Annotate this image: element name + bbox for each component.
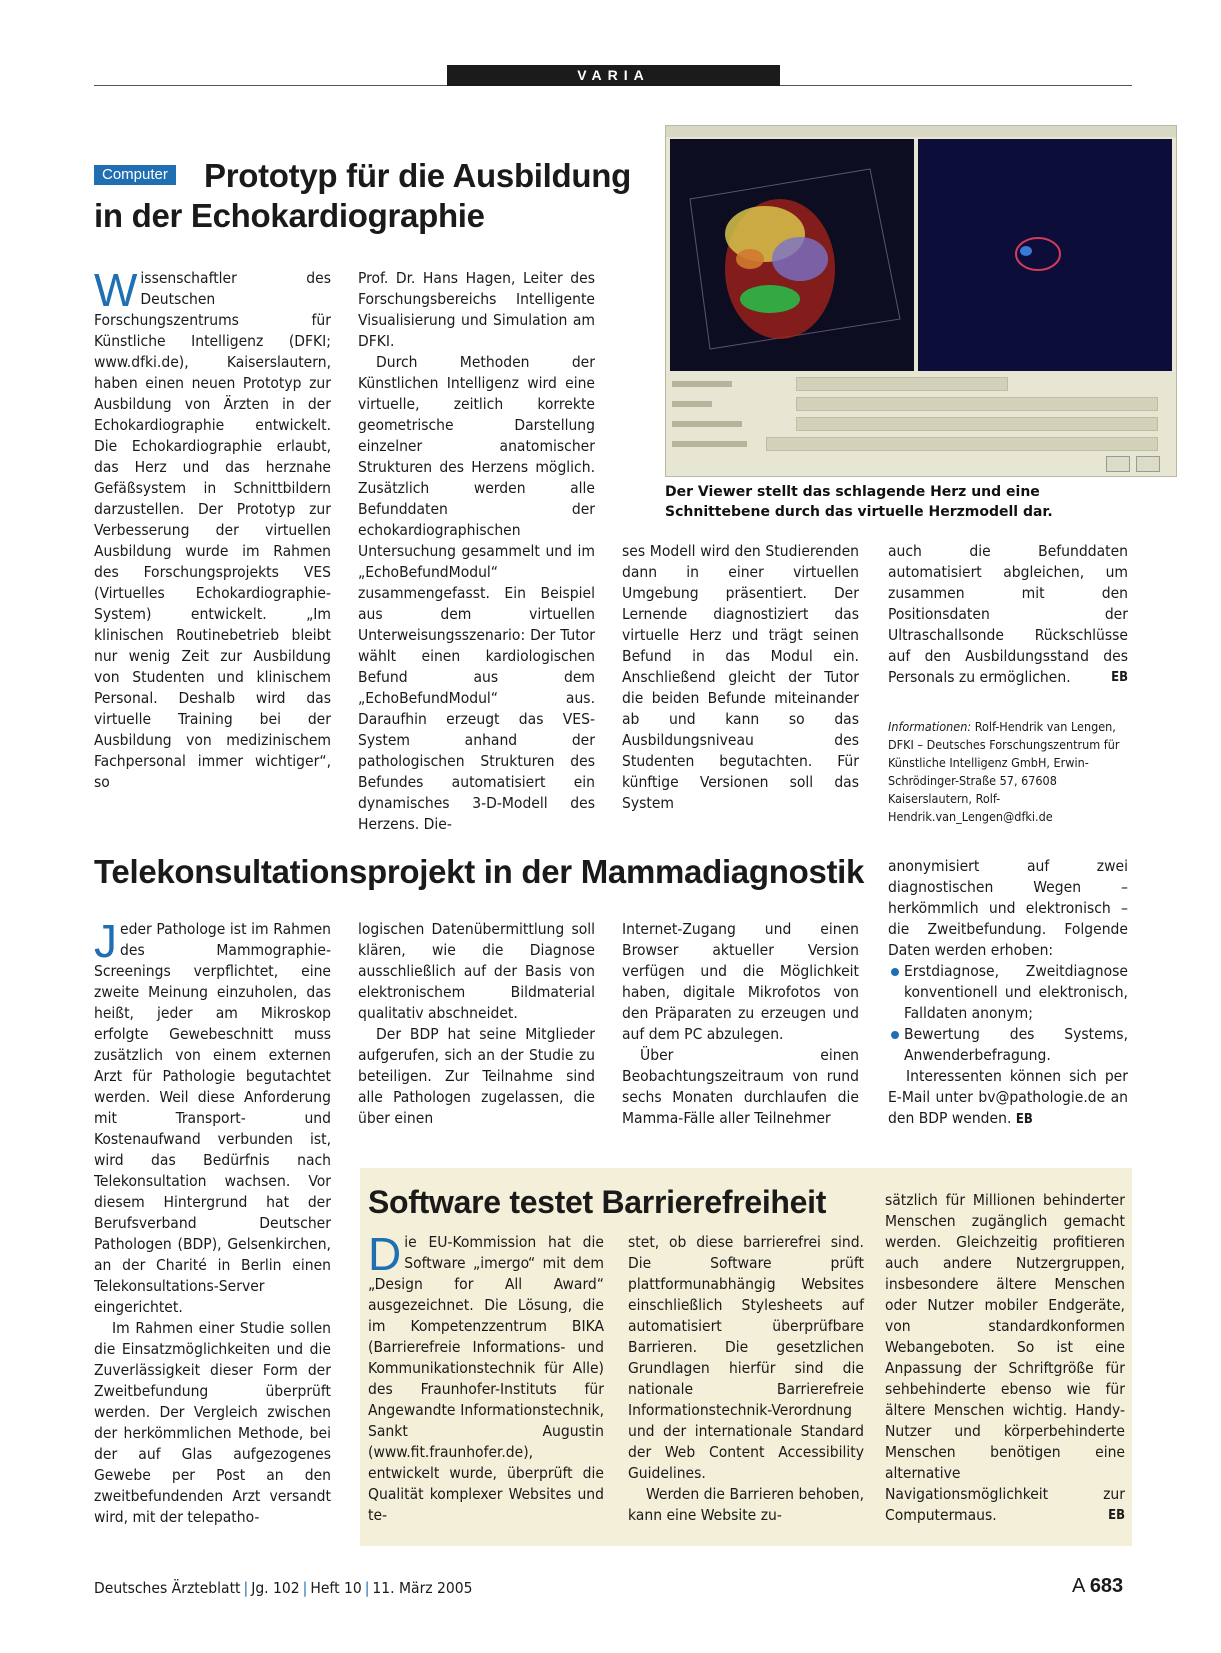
- article1-headline-line2: in der Echokardiographie: [94, 197, 485, 234]
- article3-column-3: [885, 1190, 1125, 1526]
- article2-col1-p1: eder Pathologe ist im Rahmen des Mammographie-Screenings verpflichtet, eine zweite Meinung einzuholen, das heißt, jeder am Mikroskop erfolgte Gewebeschnitt muss zusätzlich von einem externen Arzt für Pathologie begutachtet werden. Weil diese Anforderung mit Transport- und Kostenaufwand verbunden ist, wird das Bedürfnis nach Telekonsultation wachsen. Vor diesem Hintergrund hat der Berufsverband Deutscher Pathologen (BDP), Gelsenkirchen, an der Charité in Berlin einen Telekonsultations-Server eingerichtet.: [94, 920, 331, 1316]
- article1-col3-text: ses Modell wird den Studierenden dann in einer virtuellen Umgebung präsentiert. Der Lernende diagnostiziert das virtuelle Herz und trägt seinen Befund in das Modul ein. Anschließend gleicht der Tutor die beiden Befunde miteinander ab und kann so das Ausbildungsniveau des Studenten begutachten. Für künftige Versionen soll das System: [622, 542, 859, 812]
- article2-column-4: [888, 856, 1128, 1130]
- ok-button[interactable]: [1106, 456, 1130, 472]
- bullet-item-1: [888, 961, 1128, 1024]
- article3-col2-p1: stet, ob diese barrierefrei sind. Die Software prüft plattformunabhängig Websites einschließlich Stylesheets auf automatisiert überprüfbare Barrieren. Die gesetzlichen Grundlagen hierfür sind die nationale Barrierefreie Informationstechnik-Verordnung und der internationale Standard der Web Content Accessibility Guidelines.: [628, 1233, 864, 1482]
- contact-info: [888, 718, 1128, 826]
- article3-column-1: [368, 1228, 604, 1526]
- volume: Jg. 102: [251, 1579, 300, 1597]
- page-number-value: 683: [1089, 1575, 1124, 1597]
- article3-col1-text: ie EU-Kommission hat die Software „imergo“ mit dem „Design for All Award“ ausgezeichnet. Die Lösung, die im Kompetenzzentrum BIKA (Barrierefreie Informations- und Kommunikationstechnik für Alle) des Fraunhofer-Instituts für Angewandte Informationstechnik, Sankt Augustin (www.fit.fraunhofer.de), entwickelt wurde, überprüft die Qualität komplexer Websites und te-: [368, 1233, 604, 1524]
- author-signature: EB: [1108, 1508, 1125, 1523]
- page-number: [1072, 1573, 1123, 1599]
- bullet-1-text: Erstdiagnose, Zweitdiagnose konventionell und elektronisch, Falldaten anonym;: [904, 962, 1128, 1022]
- control-row-4[interactable]: [766, 437, 1158, 451]
- heart-model-image: [670, 139, 914, 371]
- article2-col3-p1: Internet-Zugang und einen Browser aktueller Version verfügen und die Möglichkeit haben, digitale Mikrofotos von den Präparaten zu erzeugen und auf dem PC abzulegen.: [622, 920, 859, 1043]
- article1-col2-p1: Prof. Dr. Hans Hagen, Leiter des Forschungsbereichs Intelligente Visualisierung und Simulation am DFKI.: [358, 269, 595, 350]
- dropcap: W: [94, 264, 138, 316]
- info-text: Rolf-Hendrik van Lengen, DFKI – Deutsches Forschungszentrum für Künstliche Intelligenz GmbH, Erwin-Schrödinger-Straße 57, 67608 Kaiserslautern, Rolf-Hendrik.van_Lengen@dfki.de: [888, 719, 1120, 824]
- article1-col2-p2: Durch Methoden der Künstlichen Intelligenz wird eine virtuelle, zeitlich korrekte geometrische Darstellung einzelner anatomischer Strukturen des Herzens möglich. Zusätzlich werden alle Befunddaten der echokardiographischen Untersuchung gesammelt und im „EchoBefundModul“ zusammengefasst. Ein Beispiel aus dem virtuellen Unterweisungsszenario: Der Tutor wählt einen kardiologischen Befund aus dem „EchoBefundModul“ aus. Daraufhin erzeugt das VES-System anhand der pathologischen Strukturen des Befundes automatisiert ein dynamisches 3-D-Modell des Herzens. Die-: [358, 353, 595, 833]
- article2-col1-p2: Im Rahmen einer Studie sollen die Einsatzmöglichkeiten und die Zuverlässigkeit dieser Form der Zweitbefundung überprüft werden. Der Vergleich zwischen der herkömmlichen Methode, bei der auf Glas aufgezogenes Gewebe per Post an den zweitbefundenden Arzt versandt wird, mit der telepatho-: [94, 1319, 331, 1526]
- article2-col2-p2: Der BDP hat seine Mitglieder aufgerufen, sich an der Studie zu beteiligen. Zur Teilnahme sind alle Pathologen zugelassen, die über einen: [358, 1025, 595, 1127]
- article3-column-2: [628, 1232, 864, 1526]
- dropcap: D: [368, 1228, 402, 1280]
- article2-col3-p2: Über einen Beobachtungszeitraum von rund sechs Monaten durchlaufen die Mamma-Fälle aller Teilnehmer: [622, 1046, 859, 1127]
- article1-column-3: [622, 541, 859, 814]
- figure-caption: Der Viewer stellt das schlagende Herz und eine Schnittebene durch das virtuelle Herzmodell dar.: [665, 484, 1053, 520]
- control-row-3[interactable]: [796, 417, 1158, 431]
- cross-section-viewer: [918, 139, 1172, 371]
- article2-col2-p1: logischen Datenübermittlung soll klären, wie die Diagnose ausschließlich auf der Basis von elektronischem Bildmaterial qualitativ abschneidet.: [358, 920, 595, 1022]
- article2-column-1: [94, 915, 331, 1528]
- article3-headline: Software testet Barrierefreiheit: [368, 1184, 827, 1220]
- article2-col4-p1: anonymisiert auf zwei diagnostischen Wegen – herkömmlich und elektronisch – die Zweitbefundung. Folgende Daten werden erhoben:: [888, 857, 1128, 959]
- article1-col4-text: auch die Befunddaten automatisiert abgleichen, um zusammen mit den Positionsdaten der Ultraschallsonde Rückschlüsse auf den Ausbildungsstand des Personals zu ermöglichen.: [888, 542, 1128, 686]
- article2-column-3: [622, 919, 859, 1129]
- issue: Heft 10: [310, 1579, 362, 1597]
- article1-col1-text: issenschaftler des Deutschen Forschungszentrums für Künstliche Intelligenz (DFKI; www.dfki.de), Kaiserslautern, haben einen neuen Prototyp zur Ausbildung von Ärzten in der Echokardiographie entwickelt. Die Echokardiographie erlaubt, das Herz und das herznahe Gefäßsystem in Schnittbildern darzustellen. Der Prototyp zur Verbesserung der virtuellen Ausbildung wurde im Rahmen des Forschungsprojekts VES (Virtuelles Echokardiographie-System) entwickelt. „Im klinischen Routinebetrieb bleibt nur wenig Zeit zur Ausbildung von Studenten und klinischem Personal. Deshalb wird das virtuelle Training bei der Ausbildung von medizinischem Fachpersonal immer wichtiger“, so: [94, 269, 331, 791]
- author-signature: EB: [1015, 1112, 1033, 1127]
- section-label: VARIA: [447, 65, 780, 86]
- article1-column-1: [94, 264, 331, 793]
- window-title-bar: [666, 126, 1176, 137]
- control-row-2[interactable]: [796, 397, 1158, 411]
- page-prefix: A: [1072, 1575, 1085, 1597]
- animation-slider[interactable]: [796, 377, 1008, 391]
- bullet-2-text: Bewertung des Systems, Anwenderbefragung.: [904, 1025, 1128, 1064]
- article1-headline-line1: Prototyp für die Ausbildung: [204, 157, 631, 194]
- article2-headline: Telekonsultationsprojekt in der Mammadiagnostik: [94, 853, 865, 890]
- dropcap: J: [94, 915, 117, 967]
- viewer-screenshot: [665, 125, 1177, 477]
- article1-column-2: [358, 268, 595, 835]
- article3-col3-text: sätzlich für Millionen behinderter Menschen zugänglich gemacht werden. Gleichzeitig profitieren auch andere Nutzergruppen, insbesondere ältere Menschen oder Nutzer mobiler Endgeräte, von standardkonformen Webangeboten. So ist eine Anpassung der Schriftgröße für sehbehinderte ebenso wie für ältere Menschen wichtig. Handy-Nutzer und körperbehinderte Menschen benötigen eine alternative Navigationsmöglichkeit zur Computermaus.: [885, 1191, 1125, 1524]
- article2-col4-p2: Interessenten können sich per E-Mail unter bv@pathologie.de an den BDP wenden.: [888, 1067, 1128, 1127]
- category-tag: Computer: [94, 165, 176, 185]
- bullet-item-2: [888, 1024, 1128, 1066]
- cross-section-image: [918, 139, 1172, 371]
- page-footer: Deutsches Ärzteblatt | Jg. 102 | Heft 10 | 11. März 2005: [94, 1579, 473, 1597]
- info-label: Informationen:: [888, 719, 972, 734]
- cancel-button[interactable]: [1136, 456, 1160, 472]
- author-signature: EB: [1111, 670, 1128, 685]
- journal-name: Deutsches Ärzteblatt: [94, 1579, 241, 1597]
- issue-date: 11. März 2005: [372, 1579, 473, 1597]
- heart-3d-viewer: [670, 139, 914, 371]
- article1-column-4: [888, 541, 1128, 826]
- article2-column-2: [358, 919, 595, 1129]
- article3-col2-p2: Werden die Barrieren behoben, kann eine Website zu-: [628, 1485, 864, 1524]
